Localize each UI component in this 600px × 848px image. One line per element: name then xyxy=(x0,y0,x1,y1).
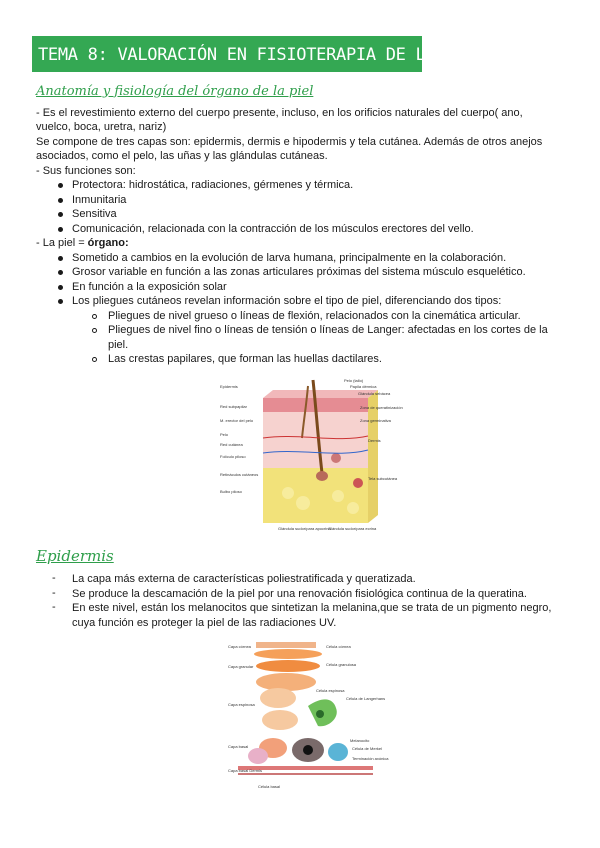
epidermis-item: En este nivel, están los melanocitos que sintetizan la melanina,que se trata de un pigmento negro, xyxy=(72,602,552,614)
page-title: TEMA 8: VALORACIÓN EN FISIOTERAPIA DE LA PIEL xyxy=(38,45,486,65)
fig-label: Célula córnea xyxy=(326,644,351,649)
fold-item: Pliegues de nivel grueso o líneas de flexión, relacionados con la cinemática articular. xyxy=(108,310,521,322)
fig-label: Zona germinativa xyxy=(360,418,391,423)
section-heading-anatomy: Anatomía y fisiología del órgano de la piel xyxy=(36,84,314,99)
fig-label: Bulbo piloso xyxy=(220,489,242,494)
organ-item: Los pliegues cutáneos revelan información sobre el tipo de piel, diferenciando dos tipos: xyxy=(72,295,502,307)
function-item: Inmunitaria xyxy=(72,194,127,206)
organ-line xyxy=(36,236,336,250)
fig-label: Célula de Langerhans xyxy=(346,696,386,701)
fig-label: Célula de Merkel xyxy=(352,746,383,751)
fig-label: Red cutánea xyxy=(220,442,243,447)
section-heading-epidermis: Epidermis xyxy=(36,547,114,565)
fig-label: Capa basal Dermis xyxy=(228,768,263,773)
bullet-dot xyxy=(58,183,63,188)
fig-label: Red subpapilar xyxy=(220,404,247,409)
sebaceous-gland xyxy=(331,453,341,463)
intro-line-2: vuelco, boca, uretra, nariz) xyxy=(36,121,167,133)
document-page: TEMA 8: VALORACIÓN EN FISIOTERAPIA DE LA PIEL Anatomía y fisiología del órgano de la piel - Es el revestimiento externo del cuerpo presente, incluso, en los orificios naturales del cuerpo( ano, vuelco, boca, uretra, nariz) Se compone de tres capas son: epidermis, dermis e hipodermis y tela cutánea. Además de otros anejos asociados, como el pelo, las uñas y las glándulas cutáneas. - Sus funciones son: Protectora: hidrostática, radiaciones, gérmenes y térmica. Inmunitaria Sensitiva Comunicación, relacionada con la contracción de los músculos erectores del vello. - La piel = órgano: Sometido a cambios en la evolución de larva humana, principalmente en la colaboración. Grosor variable en función a las zonas articulares próximas del sistema músculo esquelético. En función a la exposición solar Los pliegues cutáneos revelan información sobre el tipo de piel, diferenciando dos tipos: Pliegues de nivel grueso o líneas de flexión, relacionados con la cinemática articular. Pliegues de nivel fino o líneas de tensión o líneas de Langer: afectadas en los cortes de la piel. Las crestas papilares, que forman las huellas dactilares. Epidermis Red subpapilar M. erector del pelo Pelo Red cutánea Folículo piloso Retináculos cutáneos Bulbo piloso Pelo (tallo) Papila dérmica Glándula sebácea Zona de queratinización Zona germinativa Dermis Tela subcutánea Glándula sudorípara apocrina Glándula sudorípara ecrina Epidermis - La capa más externa de características poliestratificada y queratizada. - Se produce la descamación de la piel por una renovación fisiológica continua de la queratina. - En este nivel, están los melanocitos que sintetizan la melanina,que se trata de un pigmento negro, cuya función es proteger la piel de las radiaciones UV. Capa córnea Capa granular Capa espinosa Capa basal Capa basal Dermis Célula córnea Célula granulosa Célula espinosa Célula de Langerhans Melanocito Célula de Merkel Terminación axónica Célula basal xyxy=(0,0,600,848)
fig-label: Capa basal xyxy=(228,744,249,749)
function-item: Sensitiva xyxy=(72,208,117,220)
fig-label: Glándula sudorípara apocrina xyxy=(278,526,331,531)
epidermis-item-cont: cuya función es proteger la piel de las radiaciones UV. xyxy=(72,617,337,629)
merkel-cell xyxy=(328,743,348,761)
bullet-dot xyxy=(58,256,63,261)
fig-label: Capa espinosa xyxy=(228,702,255,707)
epidermis-cells-figure xyxy=(228,636,398,794)
bullet-dot xyxy=(58,299,63,304)
fig-label: Melanocito xyxy=(350,738,370,743)
stratum-spinosum xyxy=(260,688,296,708)
bullet-ring xyxy=(92,328,97,333)
fig-label: Pelo (tallo) xyxy=(344,378,364,383)
fig-label: Retináculos cutáneos xyxy=(220,472,259,477)
bullet-ring xyxy=(92,314,97,319)
fig-label: Folículo piloso xyxy=(220,454,246,459)
fig-label: Dermis xyxy=(368,438,381,443)
organ-prefix: - La piel = xyxy=(36,237,88,249)
layers-line-2: asociados, como el pelo, las uñas y las glándulas cutáneas. xyxy=(36,150,328,162)
fig-label: Tela subcutánea xyxy=(368,476,398,481)
fig-label: Glándula sudorípara ecrina xyxy=(328,526,377,531)
hypodermis-layer xyxy=(263,468,368,523)
function-item: Comunicación, relacionada con la contracción de los músculos erectores del vello. xyxy=(72,223,474,235)
fig-label: Capa córnea xyxy=(228,644,251,649)
bullet-dot xyxy=(58,212,63,217)
organ-bold: órgano: xyxy=(87,237,129,249)
fig-label: Glándula sebácea xyxy=(358,391,391,396)
fig-label: Capa granular xyxy=(228,664,254,669)
fig-label: Célula granulosa xyxy=(326,662,357,667)
fold-item: Las crestas papilares, que forman las huellas dactilares. xyxy=(108,353,382,365)
intro-line-1: - Es el revestimiento externo del cuerpo presente, incluso, en los orificios naturales del cuerpo( ano, xyxy=(36,107,523,119)
bullet-dot xyxy=(58,270,63,275)
organ-item: En función a la exposición solar xyxy=(72,281,227,293)
fig-label: Célula espinosa xyxy=(316,688,345,693)
bullet-dot xyxy=(58,227,63,232)
fig-label: Epidermis xyxy=(220,384,238,389)
epidermis-item: Se produce la descamación de la piel por una renovación fisiológica continua de la queratina. xyxy=(72,588,527,600)
fig-label: Célula basal xyxy=(258,784,281,789)
fig-label: Pelo xyxy=(220,432,229,437)
layers-line-1: Se compone de tres capas son: epidermis, dermis e hipodermis y tela cutánea. Además de otros anejos xyxy=(36,136,543,148)
hair-bulb xyxy=(316,471,328,481)
epidermis-item: La capa más externa de características poliestratificada y queratizada. xyxy=(72,573,416,585)
fig-label: M. erector del pelo xyxy=(220,418,254,423)
bullet-ring xyxy=(92,357,97,362)
fold-item: Pliegues de nivel fino o líneas de tensión o líneas de Langer: afectadas en los cortes de la xyxy=(108,324,548,336)
functions-label: - Sus funciones son: xyxy=(36,165,136,177)
function-item: Protectora: hidrostática, radiaciones, gérmenes y térmica. xyxy=(72,179,354,191)
stratum-corneum xyxy=(254,649,322,659)
bullet-dot xyxy=(58,198,63,203)
bullet-dot xyxy=(58,285,63,290)
eccrine-gland xyxy=(353,478,363,488)
organ-item: Grosor variable en función a las zonas articulares próximas del sistema músculo esquelético. xyxy=(72,266,526,278)
fig-label: Zona de queratinización xyxy=(360,405,403,410)
stratum-granulosum xyxy=(256,660,320,672)
fold-item-cont: piel. xyxy=(108,339,129,351)
fig-label: Papila dérmica xyxy=(350,384,377,389)
organ-item: Sometido a cambios en la evolución de larva humana, principalmente en la colaboración. xyxy=(72,252,507,264)
skin-anatomy-figure xyxy=(218,378,403,543)
fig-label: Terminación axónica xyxy=(352,756,389,761)
